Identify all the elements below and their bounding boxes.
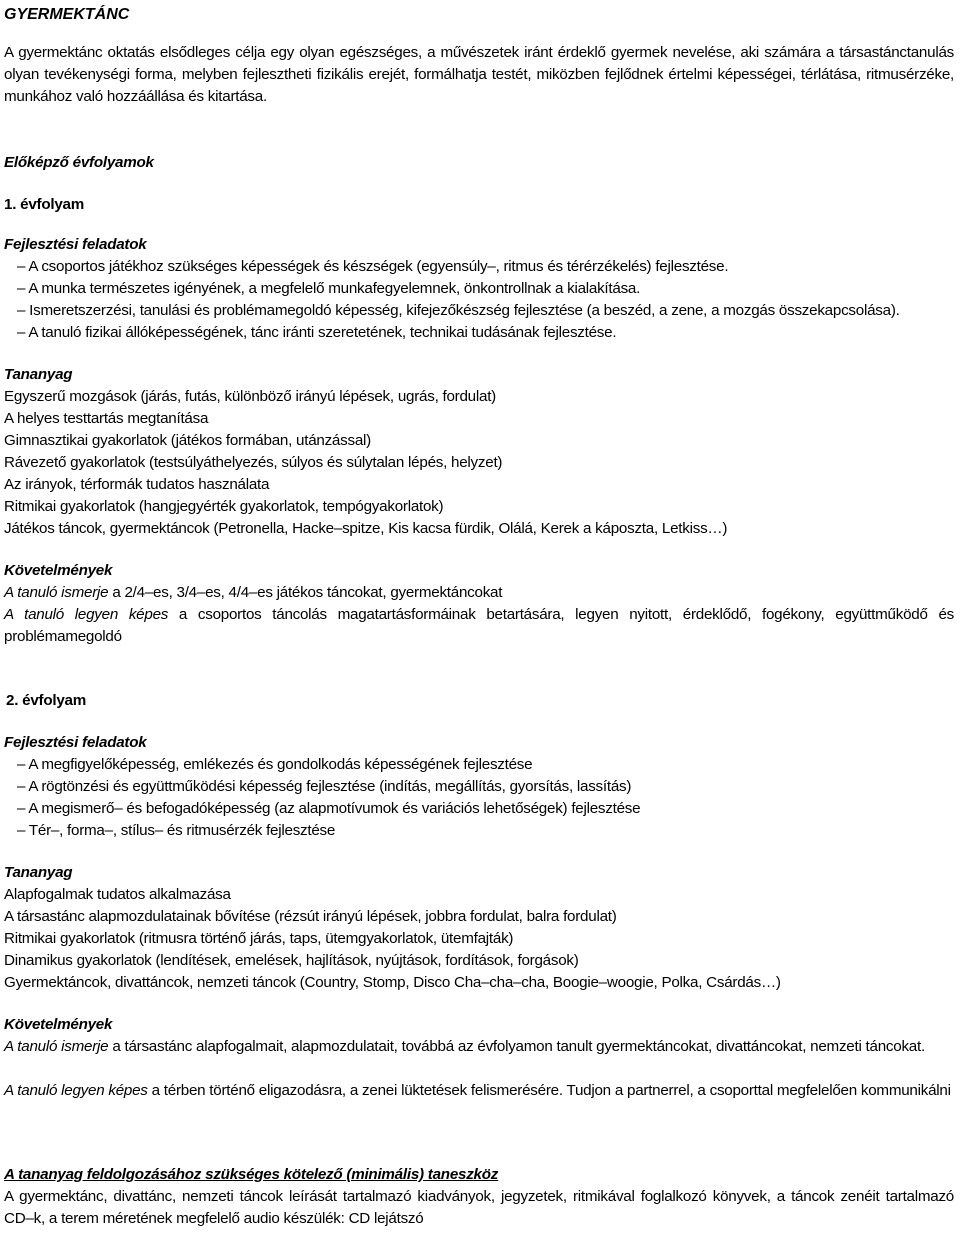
- list-item: Ritmikai gyakorlatok (ritmusra történő járás, taps, ütemgyakorlatok, ütemfajták): [4, 930, 514, 947]
- intro-paragraph: A gyermektánc oktatás elsődleges célja egy olyan egészséges, a művészetek iránt érdeklő gyermek nevelése, aki számára a társastánctanulás olyan tevékenységi forma, melyben fejlesztheti fizikális erejét, formálhatja testét, miközben fejlődnek értelmi képességei, térlátása, ritmusérzéke, munkához való hozzáállása és kitartása.: [4, 44, 954, 105]
- document-title: GYERMEKTÁNC: [4, 6, 130, 23]
- year2-req-2: [4, 1080, 954, 1124]
- year1-req-2: [4, 604, 954, 648]
- list-item: Alapfogalmak tudatos alkalmazása: [4, 886, 231, 903]
- req-lead: A tanuló legyen képes: [4, 1082, 148, 1099]
- year1-material-heading: Tananyag: [4, 366, 73, 383]
- list-item: A társastánc alapmozdulatainak bővítése (rézsút irányú lépések, jobbra fordulat, balra fordulat): [4, 908, 617, 925]
- req-lead: A tanuló ismerje: [4, 584, 109, 601]
- req-text: a 2/4–es, 3/4–es, 4/4–es játékos táncokat, gyermektáncokat: [108, 584, 503, 601]
- list-item: – A munka természetes igényének, a megfelelő munkafegyelemnek, önkontrollnak a kialakítása.: [17, 280, 641, 297]
- list-item: Az irányok, térformák tudatos használata: [4, 476, 270, 493]
- year2-tasks-list: [4, 754, 954, 842]
- year2-req-1: [4, 1036, 954, 1080]
- list-item: – A rögtönzési és együttműködési képesség fejlesztése (indítás, megállítás, gyorsítás, lassítás): [17, 778, 632, 795]
- list-item: A helyes testtartás megtanítása: [4, 410, 209, 427]
- year1-tasks-heading: Fejlesztési feladatok: [4, 236, 147, 253]
- year2-material-list: [4, 884, 954, 994]
- req-lead: A tanuló legyen képes: [4, 606, 169, 623]
- year2-req-heading: Követelmények: [4, 1016, 113, 1033]
- year2-tasks-heading: Fejlesztési feladatok: [4, 734, 147, 751]
- list-item: – A megismerő– és befogadóképesség (az alapmotívumok és variációs lehetőségek) fejlesztése: [17, 800, 641, 817]
- req-lead: A tanuló ismerje: [4, 1038, 109, 1055]
- req-text: a társastánc alapfogalmait, alapmozdulatait, továbbá az évfolyamon tanult gyermektáncokat, divattáncokat, nemzeti táncokat.: [108, 1038, 925, 1055]
- year1-material-list: [4, 386, 954, 540]
- list-item: – A megfigyelőképesség, emlékezés és gondolkodás képességének fejlesztése: [17, 756, 533, 773]
- req-text: a térben történő eligazodásra, a zenei lüktetések felismerésére. Tudjon a partnerrel, a csoporttal megfelelően kommunikálni: [147, 1082, 951, 1099]
- list-item: Ritmikai gyakorlatok (hangjegyérték gyakorlatok, tempógyakorlatok): [4, 498, 444, 515]
- section-title: Előképző évfolyamok: [4, 154, 154, 171]
- year1-heading: 1. évfolyam: [4, 196, 84, 213]
- list-item: – A tanuló fizikai állóképességének, tánc iránti szeretetének, technikai tudásának fejlesztése.: [17, 324, 617, 341]
- year1-tasks-list: [4, 256, 954, 344]
- year1-req-1: [4, 582, 954, 604]
- list-item: Dinamikus gyakorlatok (lendítések, emelések, hajlítások, nyújtások, fordítások, forgások): [4, 952, 579, 969]
- list-item: Játékos táncok, gyermektáncok (Petronella, Hacke–spitze, Kis kacsa fürdik, Olálá, Kerek a káposzta, Letkiss…): [4, 520, 728, 537]
- list-item: – Ismeretszerzési, tanulási és problémamegoldó képesség, kifejezőkészség fejlesztése (a beszéd, a zene, a mozgás összekapcsolása).: [17, 302, 900, 319]
- list-item: Rávezető gyakorlatok (testsúlyáthelyezés, súlyos és súlytalan lépés, helyzet): [4, 454, 503, 471]
- year2-material-heading: Tananyag: [4, 864, 73, 881]
- req-text: a csoportos táncolás magatartásformáinak betartására, legyen nyitott, érdeklődő, fogékony, együttműködő és problémamegoldó: [4, 606, 954, 645]
- tools-text: A gyermektánc, divattánc, nemzeti táncok leírását tartalmazó kiadványok, jegyzetek, ritmikával foglalkozó könyvek, a táncok zenéit tartalmazó CD–k, a terem méretének megfelelő audio készülék: CD lejátszó: [4, 1188, 954, 1227]
- year1-req-heading: Követelmények: [4, 562, 113, 579]
- year2-heading: 2. évfolyam: [6, 692, 86, 709]
- list-item: – A csoportos játékhoz szükséges képességek és készségek (egyensúly–, ritmus és térérzékelés) fejlesztése.: [17, 258, 729, 275]
- list-item: Egyszerű mozgások (járás, futás, különböző irányú lépések, ugrás, fordulat): [4, 388, 496, 405]
- list-item: – Tér–, forma–, stílus– és ritmusérzék fejlesztése: [17, 822, 336, 839]
- document-page: [4, 4, 954, 1230]
- list-item: Gyermektáncok, divattáncok, nemzeti táncok (Country, Stomp, Disco Cha–cha–cha, Boogie–woogie, Polka, Csárdás…): [4, 974, 781, 991]
- list-item: Gimnasztikai gyakorlatok (játékos formában, utánzással): [4, 432, 371, 449]
- tools-heading: A tananyag feldolgozásához szükséges kötelező (minimális) taneszköz: [4, 1166, 499, 1183]
